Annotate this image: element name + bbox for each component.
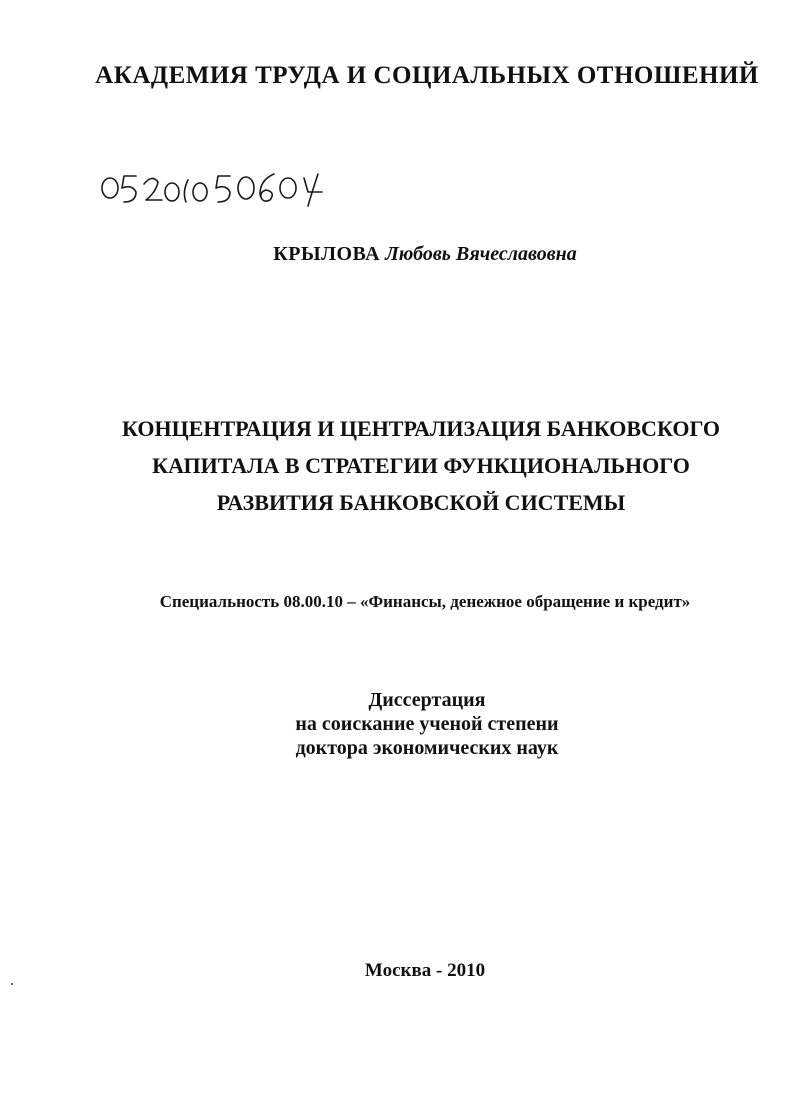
- scan-speck: [11, 983, 13, 985]
- city-year: Москва - 2010: [364, 960, 486, 981]
- title-line: КОНЦЕНТРАЦИЯ И ЦЕНТРАЛИЗАЦИЯ БАНКОВСКОГО: [121, 416, 721, 441]
- author-name: [26, 243, 798, 266]
- degree-line: на соискание ученой степени: [295, 713, 559, 735]
- institution-name: АКАДЕМИЯ ТРУДА И СОЦИАЛЬНЫХ ОТНОШЕНИЙ: [95, 62, 759, 89]
- title-line: КАПИТАЛА В СТРАТЕГИИ ФУНКЦИОНАЛЬНОГО: [152, 453, 690, 478]
- author-surname: КРЫЛОВА: [273, 243, 381, 265]
- handwritten-registry-number: [96, 162, 336, 222]
- degree-line: доктора экономических наук: [295, 737, 559, 759]
- specialty-line: Специальность 08.00.10 – «Финансы, денежное обращение и кредит»: [159, 592, 691, 611]
- degree-block: [28, 688, 798, 760]
- title-line: РАЗВИТИЯ БАНКОВСКОЙ СИСТЕМЫ: [216, 490, 626, 515]
- degree-line: Диссертация: [368, 689, 486, 711]
- dissertation-title: [22, 410, 798, 521]
- author-given-names: Любовь Вячеславовна: [385, 243, 577, 265]
